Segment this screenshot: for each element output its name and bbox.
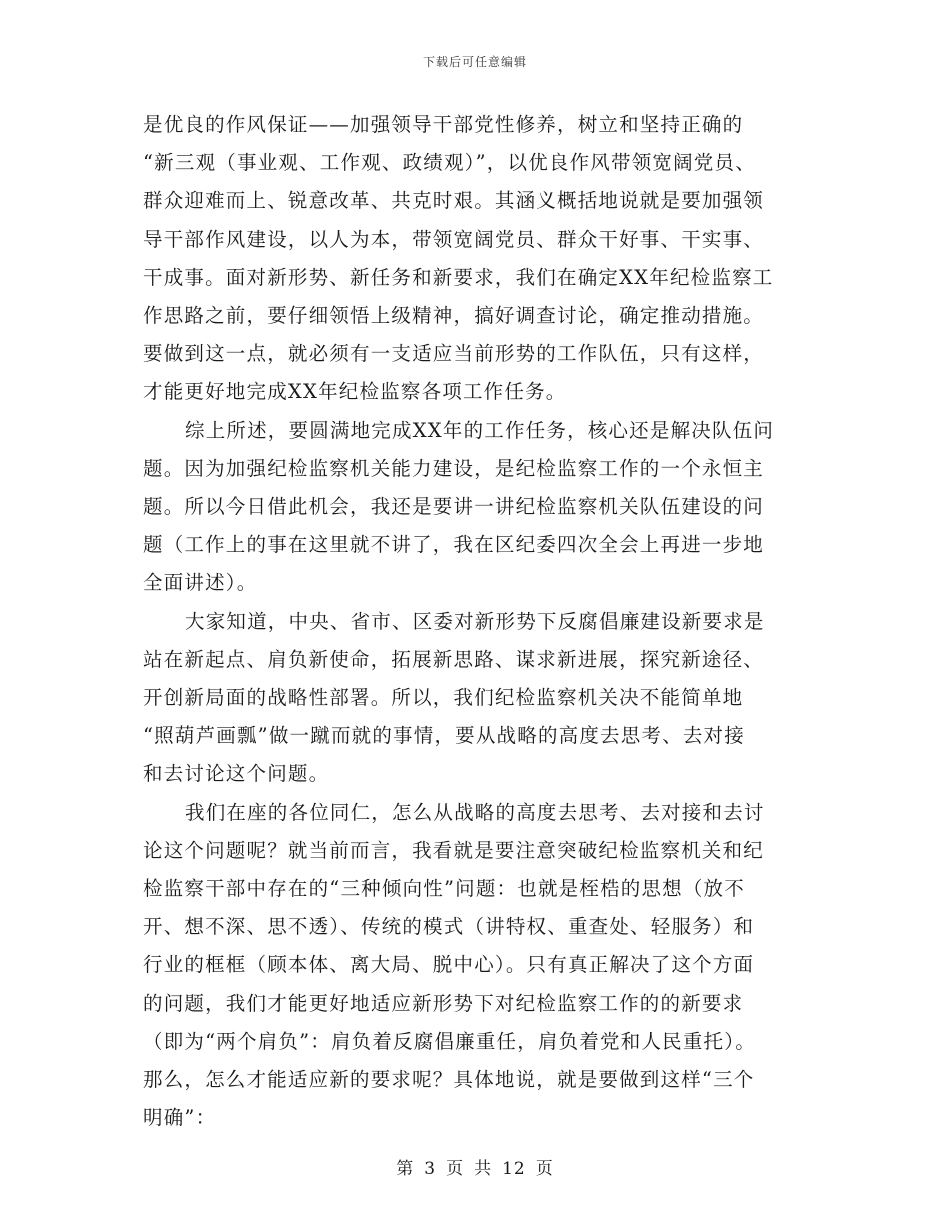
body-line: 要做到这一点，就必须有一支适应当前形势的工作队伍，只有这样， xyxy=(143,342,765,366)
body-line: 那么，怎么才能适应新的要求呢？具体地说，就是要做到这样“三个 xyxy=(143,1068,755,1092)
body-line: 干成事。面对新形势、新任务和新要求，我们在确定XX年纪检监察工 xyxy=(143,265,774,289)
body-line: 开创新局面的战略性部署。所以，我们纪检监察机关决不能简单地 xyxy=(143,686,744,710)
body-line: 检监察干部中存在的“三种倾向性”问题：也就是桎梏的思想（放不 xyxy=(143,877,745,901)
body-line: 的问题，我们才能更好地适应新形势下对纪检监察工作的的新要求 xyxy=(143,991,744,1015)
body-line: 是优良的作风保证——加强领导干部党性修养，树立和坚持正确的 xyxy=(143,113,744,136)
body-line: 全面讲述）。 xyxy=(143,571,258,595)
body-line: 论这个问题呢？就当前而言，我看就是要注意突破纪检监察机关和纪 xyxy=(143,838,765,862)
body-line: 明确”： xyxy=(143,1106,217,1130)
page-label-mid1: 页 xyxy=(446,1159,465,1179)
body-line: “照葫芦画瓢”做一蹴而就的事情，要从战略的高度去思考、去对接 xyxy=(143,724,745,748)
body-line: 题。因为加强纪检监察机关能力建设，是纪检监察工作的一个永恒主 xyxy=(143,456,765,480)
document-body xyxy=(143,106,807,1137)
body-line: 群众迎难而上、锐意改革、共克时艰。其涵义概括地说就是要加强领 xyxy=(143,189,765,213)
body-line: 题（工作上的事在这里就不讲了，我在区纪委四次全会上再进一步地 xyxy=(143,533,765,557)
body-line: 站在新起点、肩负新使命，拓展新思路、谋求新进展，探究新途径、 xyxy=(143,647,765,671)
page-footer xyxy=(0,1154,950,1179)
current-page-number: 3 xyxy=(424,1159,437,1179)
body-line: “新三观（事业观、工作观、政绩观）”，以优良作风带领宽阔党员、 xyxy=(143,151,756,175)
body-line: 导干部作风建设，以人为本，带领宽阔党员、群众干好事、干实事、 xyxy=(143,227,765,251)
paragraph-start-line: 综上所述，要圆满地完成XX年的工作任务，核心还是解决队伍问 xyxy=(185,418,775,442)
body-line: 行业的框框（顾本体、离大局、脱中心）。只有真正解决了这个方面 xyxy=(143,953,755,977)
paragraph-start-line: 我们在座的各位同仁，怎么从战略的高度去思考、去对接和去讨 xyxy=(185,800,765,824)
page-header: 下载后可任意编辑 xyxy=(422,55,527,69)
page-label-prefix: 第 xyxy=(396,1159,415,1179)
body-line: 开、想不深、思不透）、传统的模式（讲特权、重查处、轻服务）和 xyxy=(143,915,755,939)
page-label-suffix: 页 xyxy=(535,1159,554,1179)
body-line: 和去讨论这个问题。 xyxy=(143,762,330,786)
paragraph-start-line: 大家知道，中央、省市、区委对新形势下反腐倡廉建设新要求是 xyxy=(185,609,765,633)
body-line: 题。所以今日借此机会，我还是要讲一讲纪检监察机关队伍建设的问 xyxy=(143,495,765,519)
body-line: 才能更好地完成XX年纪检监察各项工作任务。 xyxy=(143,380,567,404)
total-pages-number: 12 xyxy=(502,1159,526,1179)
body-line: （即为“两个肩负”：肩负着反腐倡廉重任，肩负着党和人民重托）。 xyxy=(143,1029,756,1053)
body-line: 作思路之前，要仔细领悟上级精神，搞好调查讨论，确定推动措施。 xyxy=(143,304,765,328)
page-label-mid2: 共 xyxy=(474,1159,493,1179)
